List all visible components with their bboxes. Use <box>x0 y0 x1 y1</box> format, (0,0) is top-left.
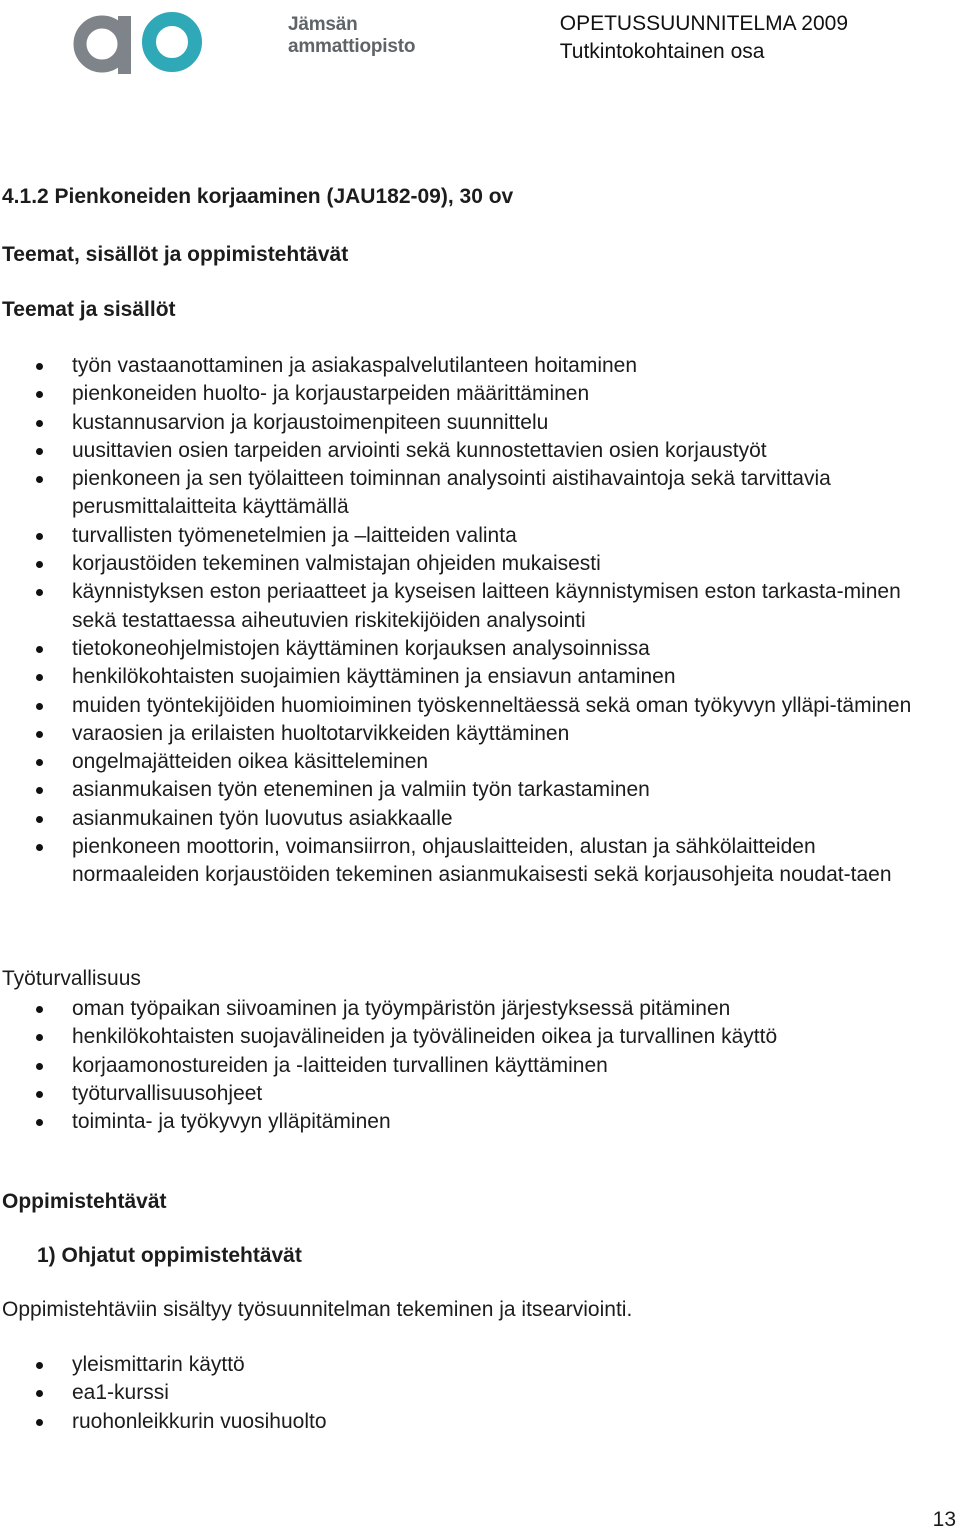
theme-list-item: ongelmajätteiden oikea käsitteleminen <box>0 748 940 776</box>
safety-list <box>0 995 940 1136</box>
theme-list-item: muiden työntekijöiden huomioiminen työskenneltäessä sekä oman työkyvyn ylläpi-täminen <box>0 692 940 720</box>
page-number: 13 <box>932 1508 956 1531</box>
theme-list-item: uusittavien osien tarpeiden arviointi sekä kunnostettavien osien korjaustyöt <box>0 437 940 465</box>
themes-list <box>0 352 940 890</box>
guided-tasks-intro: Oppimistehtäviin sisältyy työsuunnitelman tekeminen ja itsearviointi. <box>2 1298 633 1321</box>
guided-tasks-heading: 1) Ohjatut oppimistehtävät <box>37 1244 302 1267</box>
theme-list-item: pienkoneiden huolto- ja korjaustarpeiden määrittäminen <box>0 380 940 408</box>
safety-list-item: korjaamonostureiden ja -laitteiden turvallinen käyttäminen <box>0 1052 940 1080</box>
theme-list-item: työn vastaanottaminen ja asiakaspalvelutilanteen hoitaminen <box>0 352 940 380</box>
safety-list-item: työturvallisuusohjeet <box>0 1080 940 1108</box>
ao-logo-icon <box>66 2 216 80</box>
safety-list-item: henkilökohtaisten suojavälineiden ja työvälineiden oikea ja turvallinen käyttö <box>0 1023 940 1051</box>
theme-list-item: asianmukaisen työn eteneminen ja valmiin työn tarkastaminen <box>0 776 940 804</box>
theme-list-item: korjaustöiden tekeminen valmistajan ohjeiden mukaisesti <box>0 550 940 578</box>
safety-list-item: toiminta- ja työkyvyn ylläpitäminen <box>0 1108 940 1136</box>
theme-list-item: henkilökohtaisten suojaimien käyttäminen ja ensiavun antaminen <box>0 663 940 691</box>
theme-list-item: käynnistyksen eston periaatteet ja kyseisen laitteen käynnistymisen eston tarkasta-minen sekä testattaessa aiheutuvien riskitekijöiden analysointi <box>0 578 940 635</box>
theme-list-item: asianmukainen työn luovutus asiakkaalle <box>0 805 940 833</box>
logo-wordmark-line1: Jämsän <box>288 14 358 35</box>
theme-list-item: turvallisten työmenetelmien ja –laitteiden valinta <box>0 522 940 550</box>
theme-list-item: pienkoneen moottorin, voimansiirron, ohjauslaitteiden, alustan ja sähkölaitteiden normaaleiden korjaustöiden tekeminen asianmukaisesti sekä korjausohjeita noudat-taen <box>0 833 940 890</box>
guided-task-item: yleismittarin käyttö <box>0 1351 940 1379</box>
guided-task-item: ruohonleikkurin vuosihuolto <box>0 1408 940 1436</box>
guided-tasks-list <box>0 1351 940 1436</box>
logo-wordmark-line2: ammattiopisto <box>288 36 416 57</box>
theme-list-item: tietokoneohjelmistojen käyttäminen korjauksen analysoinnissa <box>0 635 940 663</box>
document-header <box>560 10 848 66</box>
header-title: OPETUSSUUNNITELMA 2009 <box>559 12 848 35</box>
section-title: 4.1.2 Pienkoneiden korjaaminen (JAU182-09), 30 ov <box>2 185 514 208</box>
guided-task-item: ea1-kurssi <box>0 1379 940 1407</box>
header-subtitle: Tutkintokohtainen osa <box>559 40 765 63</box>
themes-heading: Teemat ja sisällöt <box>2 298 176 321</box>
section-subtitle: Teemat, sisällöt ja oppimistehtävät <box>2 243 349 266</box>
school-logo <box>66 2 416 80</box>
safety-heading: Työturvallisuus <box>2 967 141 990</box>
logo-wordmark <box>288 14 415 58</box>
safety-list-item: oman työpaikan siivoaminen ja työympäristön järjestyksessä pitäminen <box>0 995 940 1023</box>
theme-list-item: kustannusarvion ja korjaustoimenpiteen suunnittelu <box>0 409 940 437</box>
theme-list-item: varaosien ja erilaisten huoltotarvikkeiden käyttäminen <box>0 720 940 748</box>
theme-list-item: pienkoneen ja sen työlaitteen toiminnan analysointi aistihavaintoja sekä tarvittavia perusmittalaitteita käyttämällä <box>0 465 940 522</box>
tasks-heading: Oppimistehtävät <box>2 1190 167 1213</box>
